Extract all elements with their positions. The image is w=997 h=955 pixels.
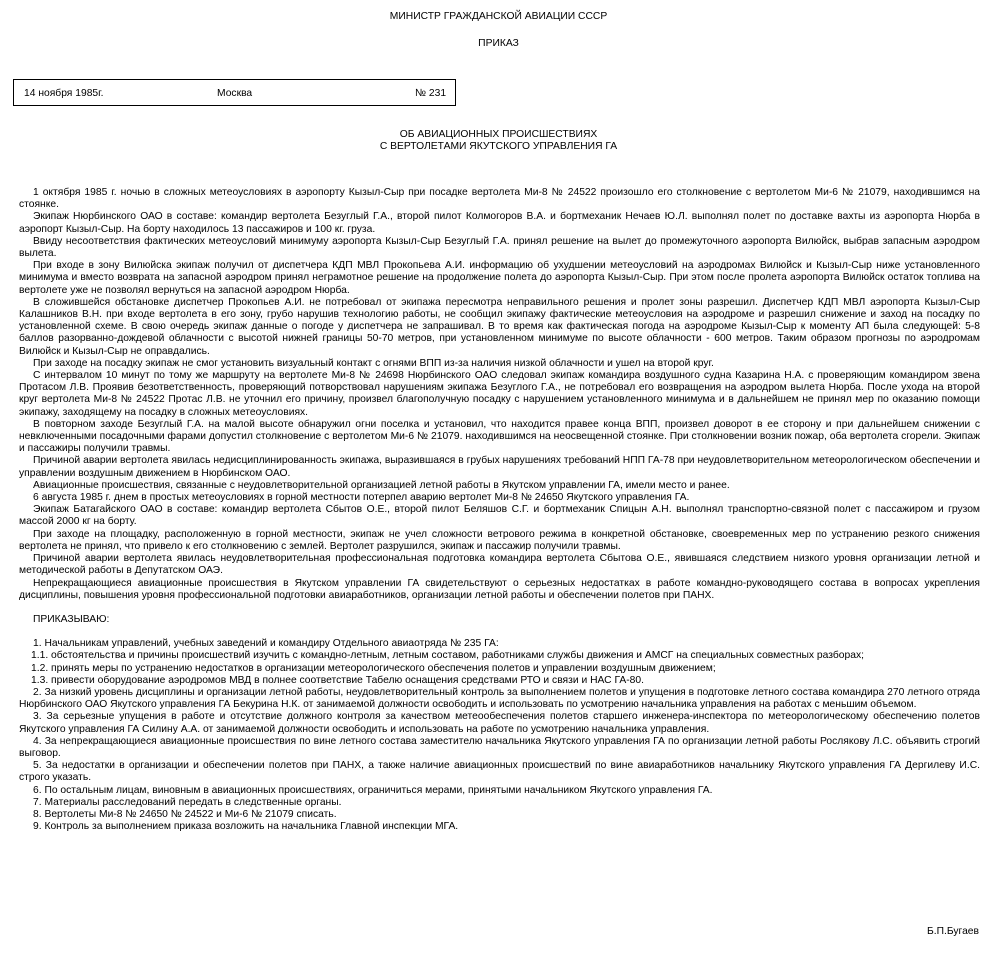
order-item: 3. За серьезные упущения в работе и отсутствие должного контроля за качеством метеообеспечения полетов старшего инженера-инспектора по метеорологическому обеспечению полетов Якутского управления ГА Силину А.А. от занимаемой должности освободить и использовать на работе по усмотрению начальника управления. [19,711,980,735]
body-paragraph: При заходе на посадку экипаж не смог установить визуальный контакт с огнями ВПП из-за наличия низкой облачности и ушел на второй круг. [33,357,714,369]
order-item: 4. За непрекращающиеся авиационные происшествия по вине летного состава заместителю начальника Якутского управления ГА по организации летной работы Рослякову Л.С. объявить строгий выговор. [19,735,980,759]
body-paragraph: Причиной аварии вертолета явилась неудовлетворительная профессиональная подготовка командира вертолета Сбытова О.Е., явившаяся следствием низкого уровня организации летной и методической работы в Депутатском ОАЭ. [19,553,980,577]
order-title-line: С ВЕРТОЛЕТАМИ ЯКУТСКОГО УПРАВЛЕНИЯ ГА [379,141,618,153]
body-paragraph: В повторном заходе Безуглый Г.А. на малой высоте обнаружил огни поселка и установил, что находится правее конца ВПП, произвел доворот в ее сторону и при дальнейшем снижении с невключенными посадочными фарами допустил столкновение с вертолетом Ми-6 № 21079. находившимся на неосвещенной стоянке. При столкновении возник пожар, оба вертолета сгорели. Экипаж и пассажиры получили травмы. [19,418,980,455]
order-item: 8. Вертолеты Ми-8 № 24650 № 24522 и Ми-6 № 21079 списать. [33,808,337,820]
body-paragraph: Экипаж Батагайского ОАО в составе: командир вертолета Сбытов О.Е., второй пилот Беляшов С.Г. и бортмеханик Спицын А.Н. выполнял транспортно-связной полет с пассажиром и грузом массой 2000 кг на борту. [19,504,980,528]
order-item: 7. Материалы расследований передать в следственные органы. [33,796,342,808]
body-paragraph: Непрекращающиеся авиационные происшествия в Якутском управлении ГА свидетельствуют о серьезных недостатках в работе командно-руководящего состава в вопросах укрепления дисциплины, повышения уровня профессиональной подготовки авиаработников, организации летной работы и обеспечении полетов при ПАНХ. [19,577,980,601]
order-item: 1.1. обстоятельства и причины происшествий изучить с командно-летным, летным составом, работниками службы движения и АМСГ на специальных совместных разборах; [31,650,864,662]
order-item: 1.3. привести оборудование аэродромов МВД в полнее соответствие Табелю оснащения средствами РТО и связи и НАС ГА-80. [31,674,644,686]
order-title-line: ОБ АВИАЦИОННЫХ ПРОИСШЕСТВИЯХ [399,129,598,140]
body-paragraph: Причиной аварии вертолета явилась недисциплинированность экипажа, выразившаяся в грубых нарушениях требований НПП ГА-78 при неудовлетворительном метеорологическом обеспечении и управлении воздушным движением в Нюрбинском ОАО. [19,455,980,479]
order-city: Москва [217,88,253,99]
ministry-heading: МИНИСТР ГРАЖДАНСКОЙ АВИАЦИИ СССР [389,11,608,22]
document-type: ПРИКАЗ [478,38,519,49]
body-paragraph: Авиационные происшествия, связанные с неудовлетворительной организацией летной работы в Якутском управлении ГА, имели место и ранее. [33,479,730,491]
body-paragraph: При входе в зону Вилюйска экипаж получил от диспетчера КДП МВЛ Прокопьева А.И. информацию об ухудшении метеоусловий на аэродромах Вилюйск и Кызыл-Сыр ниже установленного минимума и вместо возврата на запасной аэродром принял неграмотное решение на продолжение полета до аэропорта Кызыл-Сыр. При этом после пролета аэропорта Вилюйск остаток топлива на вертолете уже не позволял вернуться на запасной аэродром Нюрба. [19,260,980,296]
order-item: 2. За низкий уровень дисциплины и организации летной работы, неудовлетворительный контроль за выполнением полетов и упущения в подготовке летного состава командира 270 летного отряда Нюрбинского ОАО Якутского управления ГА Бекурина Н.К. от занимаемой должности освободить и использовать по усмотрению начальника управления на работах с меньшим объемом. [19,686,980,711]
order-item: 5. За недостатки в организации и обеспечении полетов при ПАНХ, а также наличие авиационных происшествий по вине авиаработников начальнику Якутского управления ГА Дергилеву И.С. строго указать. [19,760,980,784]
body-paragraph: С интервалом 10 минут по тому же маршруту на вертолете Ми-8 № 24698 Нюрбинского ОАО следовал экипаж командира воздушного судна Казарина Н.А. с проверяющим командиром звена Протасом Л.В. Проявив безответственность, проверяющий потворствовал нарушениям экипажа Безуглого Г.А., не потребовал его возвращения на аэродром вылета Нюрба. После ухода на второй круг вертолета Ми-8 № 24522 Протас Л.В. не уточнил его причину, произвел благополучную посадку с нарушением установленного минимума и в дальнейшем не принял мер по оказанию помощи экипажу, заходящему на посадку в сложных метеоусловиях. [19,370,980,418]
order-item: 9. Контроль за выполнением приказа возложить на начальника Главной инспекции МГА. [33,821,459,833]
body-paragraph: Ввиду несоответствия фактических метеоусловий минимуму аэропорта Кызыл-Сыр Безуглый Г.А. принял решение на вылет до промежуточного аэропорта Вилюйск, выбрав запасным аэродром вылета. [19,235,980,260]
body-paragraph: При заходе на площадку, расположенную в горной местности, экипаж не учел сложности ветрового режима в конкретной обстановке, своевременных мер по устранению резкого снижения вертолета не принял, что привело к его столкновению с землей. Вертолет разрушился, экипаж и пассажир получили травмы. [19,528,980,552]
order-heading: ПРИКАЗЫВАЮ: [33,613,110,625]
order-item: 1.2. принять меры по устранению недостатков в организации метеорологического обеспечения полетов и управлении воздушным движением; [31,662,716,674]
body-paragraph: Экипаж Нюрбинского ОАО в составе: командир вертолета Безуглый Г.А., второй пилот Колмогоров В.А. и бортмеханик Нечаев Ю.Л. выполнял полет по доставке вахты из аэропорта Нюрба в аэропорт Кызыл-Сыр. На борту находилось 13 пассажиров и 100 кг. груза. [19,211,980,235]
body-paragraph: 1 октября 1985 г. ночью в сложных метеоусловиях в аэропорту Кызыл-Сыр при посадке вертолета Ми-8 № 24522 произошло его столкновение с вертолетом Ми-6 № 21079, находившимся на стоянке. [19,187,980,211]
signature: Б.П.Бугаев [926,926,979,937]
order-item: 1. Начальникам управлений, учебных заведений и командиру Отдельного авиаотряда № 235 ГА: [33,638,499,650]
order-date: 14 ноября 1985г. [24,88,104,99]
order-details-box [13,79,456,106]
document-body [19,187,980,833]
body-paragraph: 6 августа 1985 г. днем в простых метеоусловиях в горной местности потерпел аварию вертолет Ми-8 № 24650 Якутского управления ГА. [33,492,690,504]
order-number: № 231 [415,88,447,99]
order-item: 6. По остальным лицам, виновным в авиационных происшествиях, ограничиться мерами, принятыми начальником Якутского управления ГА. [33,784,713,796]
order-title [0,129,997,153]
body-paragraph: В сложившейся обстановке диспетчер Прокопьев А.И. не потребовал от экипажа пересмотра неправильного решения и пролет зоны разрешил. Диспетчер КДП МВЛ аэропорта Кызыл-Сыр Калашников В.Н. при входе вертолета в его зону, грубо нарушив технологию работы, не сообщил экипажу фактические метеоусловия на аэродроме и разрешил снижение и заход на посадку по установленной схеме. В свою очередь экипаж данные о погоде у диспетчера не запрашивал. В то время как фактическая погода на аэродроме Кызыл-Сыр к моменту АП была следующей: 5-8 баллов разорванно-дождевой облачности с высотой нижней границы 50-70 метров, при установленном минимуме по высоте облачности - 600 метров. Таким образом прогнозы по аэродромам Вилюйск и Кызыл-Сыр не оправдались. [19,296,980,357]
